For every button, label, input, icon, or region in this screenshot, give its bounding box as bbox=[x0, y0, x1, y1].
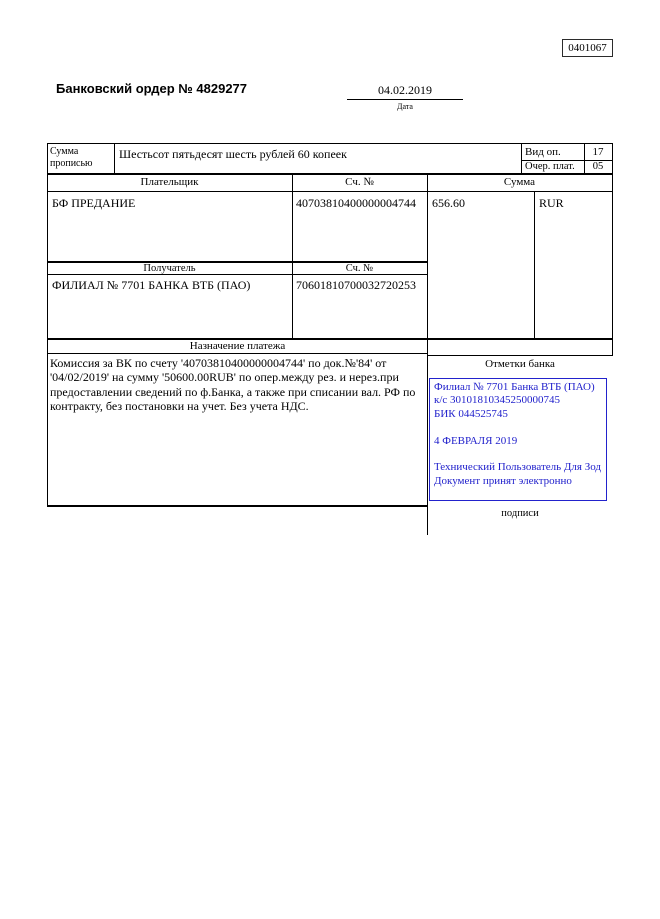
table-line bbox=[47, 353, 428, 354]
stamp-line: к/с 30101810345250000745 bbox=[434, 394, 561, 407]
payment-priority-value: 05 bbox=[592, 161, 604, 172]
amount-header: Сумма bbox=[503, 176, 536, 188]
payer-header: Плательщик bbox=[140, 176, 199, 188]
table-line bbox=[427, 355, 613, 356]
table-line bbox=[47, 191, 613, 192]
stamp-line: Документ принят электронно bbox=[434, 474, 572, 487]
form-code: 0401067 bbox=[568, 42, 607, 54]
signatures-label: подписи bbox=[501, 508, 539, 519]
stamp-line: 4 ФЕВРАЛЯ 2019 bbox=[434, 434, 518, 447]
table-line bbox=[47, 505, 428, 507]
table-line bbox=[521, 143, 522, 173]
stamp-line: Филиал № 7701 Банка ВТБ (ПАО) bbox=[434, 381, 595, 393]
payer-account-header: Сч. № bbox=[345, 176, 374, 188]
date-label: Дата bbox=[397, 102, 413, 111]
recipient-account: 70601810700032720253 bbox=[296, 278, 416, 292]
bank-marks-header: Отметки банка bbox=[485, 358, 555, 370]
stamp-line: БИК 044525745 bbox=[434, 407, 508, 420]
payer-name: БФ ПРЕДАНИЕ bbox=[52, 196, 136, 210]
recipient-name: ФИЛИАЛ № 7701 БАНКА ВТБ (ПАО) bbox=[52, 278, 251, 292]
recipient-header: Получатель bbox=[143, 263, 196, 274]
table-line bbox=[427, 173, 428, 535]
table-line bbox=[47, 143, 613, 144]
stamp-line bbox=[434, 448, 602, 461]
amount-words-label: Сумма прописью bbox=[50, 146, 93, 169]
table-line bbox=[114, 143, 115, 173]
form-code-box bbox=[562, 39, 613, 57]
op-type-label: Вид оп. bbox=[525, 146, 561, 158]
date-value: 04.02.2019 bbox=[378, 83, 432, 97]
amount-words-value: Шестьсот пятьдесят шесть рублей 60 копеек bbox=[119, 147, 347, 161]
bank-stamp bbox=[429, 378, 607, 501]
purpose-header: Назначение платежа bbox=[189, 340, 286, 352]
date-underline bbox=[347, 99, 463, 100]
stamp-line: Технический Пользователь Для Зод bbox=[434, 461, 602, 474]
table-line bbox=[612, 143, 613, 355]
document-title: Банковский ордер № 4829277 bbox=[56, 81, 248, 96]
purpose-text: Комиссия за ВК по счету '40703810400000004744' по док.№'84' от '04/02/2019' на сумму '50600.00RUB' по опер.между рез. и нерез.при предоставлении сведений по ф.Банка, а также при списании вал. РФ по контракту, без постановки на учет. Без учета НДС. bbox=[50, 356, 416, 414]
payer-account: 40703810400000004744 bbox=[296, 196, 416, 210]
table-line bbox=[534, 191, 535, 338]
table-line bbox=[47, 143, 48, 506]
op-type-value: 17 bbox=[592, 146, 604, 158]
recipient-account-header: Сч. № bbox=[345, 263, 374, 274]
table-line bbox=[47, 173, 613, 175]
amount-value: 656.60 bbox=[432, 196, 465, 210]
payment-priority-label: Очер. плат. bbox=[525, 161, 575, 172]
amount-currency: RUR bbox=[539, 196, 564, 210]
table-line bbox=[292, 173, 293, 338]
stamp-line bbox=[434, 421, 602, 434]
